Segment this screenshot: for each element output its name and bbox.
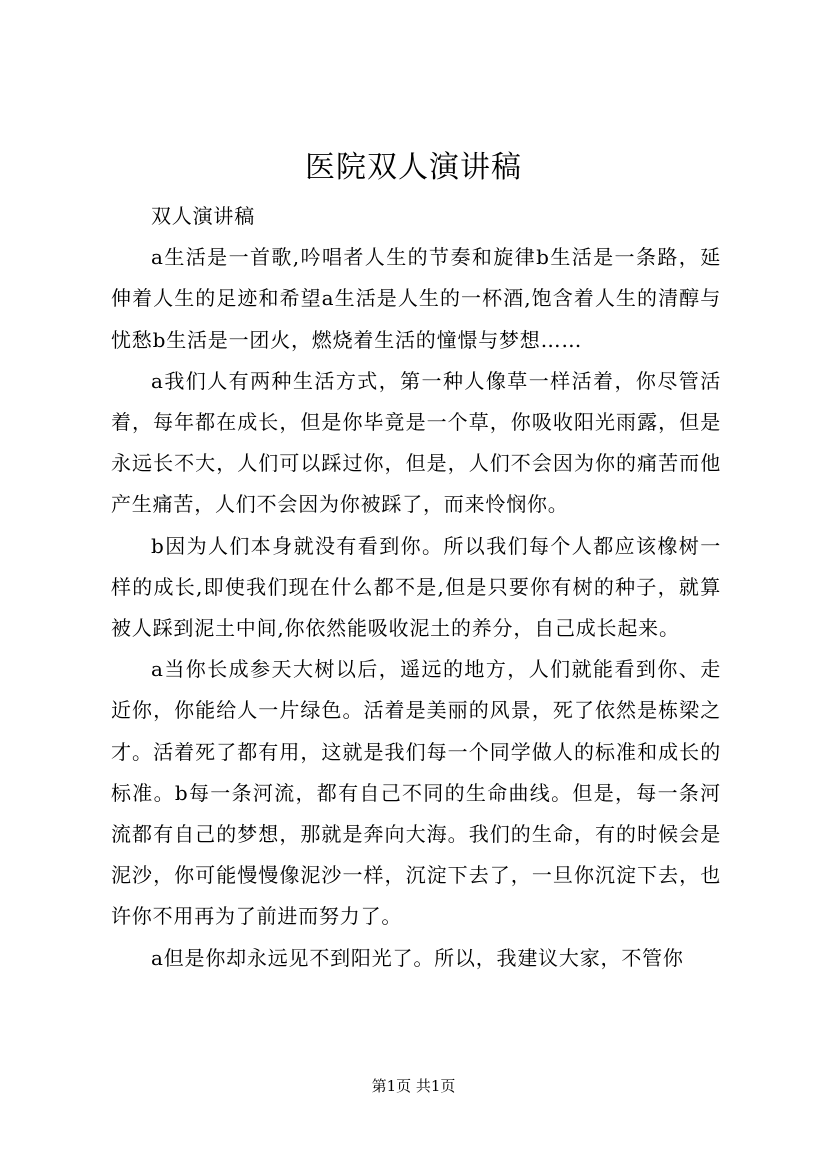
document-body — [111, 196, 721, 979]
paragraph: b因为人们本身就没有看到你。所以我们每个人都应该橡树一样的成长,即使我们现在什么都不是,但是只要你有树的种子，就算被人踩到泥土中间,你依然能吸收泥土的养分，自己成长起来。 — [111, 533, 721, 641]
document-title: 医院双人演讲稿 — [305, 150, 522, 185]
page-number-footer: 第1页 共1页 — [371, 1077, 456, 1095]
paragraph: a但是你却永远见不到阳光了。所以，我建议大家，不管你 — [151, 945, 684, 970]
paragraph: a当你长成参天大树以后，遥远的地方，人们就能看到你、走近你，你能给人一片绿色。活着是美丽的风景，死了依然是栋梁之才。活着死了都有用，这就是我们每一个同学做人的标准和成长的标准。b每一条河流，都有自己不同的生命曲线。但是，每一条河流都有自己的梦想，那就是奔向大海。我们的生命，有的时候会是泥沙，你可能慢慢像泥沙一样，沉淀下去了，一旦你沉淀下去，也许你不用再为了前进而努力了。 — [111, 657, 721, 929]
paragraph-subtitle: 双人演讲稿 — [151, 204, 255, 228]
paragraph: a我们人有两种生活方式，第一种人像草一样活着，你尽管活着，每年都在成长，但是你毕竟是一个草，你吸收阳光雨露，但是永远长不大，人们可以踩过你，但是，人们不会因为你的痛苦而他产生痛苦，人们不会因为你被踩了，而来怜悯你。 — [111, 368, 721, 517]
paragraph: a生活是一首歌,吟唱者人生的节奏和旋律b生活是一条路，延伸着人生的足迹和希望a生活是人生的一杯酒,饱含着人生的清醇与忧愁b生活是一团火，燃烧着生活的憧憬与梦想…… — [111, 245, 721, 352]
